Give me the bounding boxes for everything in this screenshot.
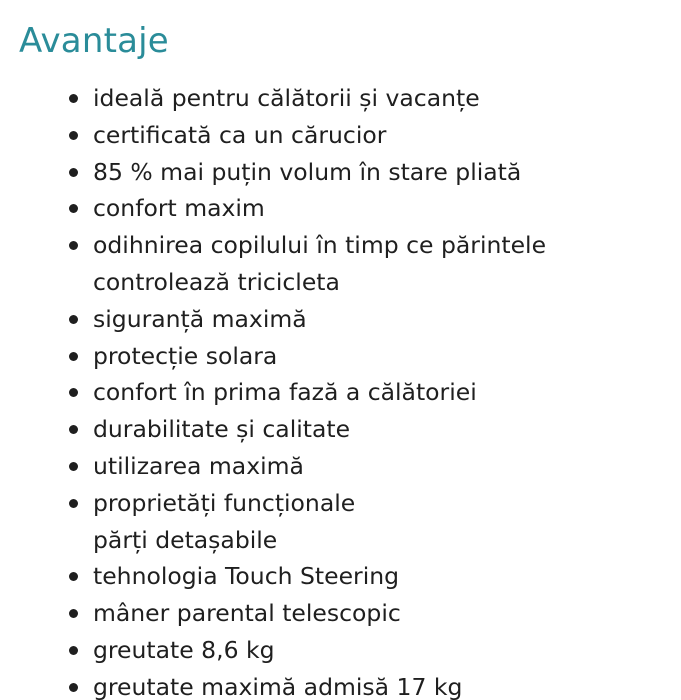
bullet-icon <box>69 646 78 655</box>
bullet-icon <box>69 131 78 140</box>
list-item-text: siguranță maximă <box>93 304 307 333</box>
list-item <box>0 411 681 448</box>
list-item <box>0 227 681 301</box>
list-item-text: certificată ca un cărucior <box>93 120 387 149</box>
list-item-text: tehnologia Touch Steering <box>93 562 400 591</box>
bullet-icon <box>69 352 78 361</box>
bullet-icon <box>69 683 78 692</box>
list-item-text: 85 % mai puțin volum în stare pliată <box>93 157 522 186</box>
list-item <box>0 632 681 669</box>
list-item-text: utilizarea maximă <box>93 451 304 480</box>
list-item-text: odihnirea copilului în timp ce părintele <box>93 231 547 260</box>
list-item <box>0 190 681 227</box>
list-item-text: ideală pentru călătorii și vacanțe <box>93 84 480 112</box>
bullet-icon <box>69 168 78 177</box>
list-item-text: confort în prima fază a călătoriei <box>93 378 477 407</box>
list-item-text: protecție solara <box>93 341 278 370</box>
list-item <box>0 558 681 595</box>
list-item-text: durabilitate și calitate <box>93 415 351 444</box>
bullet-icon <box>69 499 78 508</box>
list-item <box>0 301 681 338</box>
list-item <box>0 117 681 154</box>
bullet-icon <box>69 609 78 618</box>
bullet-icon <box>69 315 78 324</box>
benefits-list <box>0 80 681 700</box>
list-item <box>0 485 681 559</box>
bullet-icon <box>69 204 78 213</box>
bullet-icon <box>69 388 78 397</box>
bullet-icon <box>69 241 78 250</box>
list-item <box>0 448 681 485</box>
list-item <box>0 338 681 375</box>
list-item <box>0 374 681 411</box>
bullet-icon <box>69 462 78 471</box>
section-title: Avantaje <box>19 21 169 61</box>
list-item-text-continued: părți detașabile <box>93 525 278 554</box>
list-item-text: greutate 8,6 kg <box>93 635 275 664</box>
list-item-text: proprietăți funcționale <box>93 488 356 517</box>
bullet-icon <box>69 572 78 581</box>
bullet-icon <box>69 425 78 434</box>
list-item-text: confort maxim <box>93 194 265 223</box>
bullet-icon <box>69 94 78 103</box>
list-item-text: greutate maximă admisă 17 kg <box>93 672 463 700</box>
list-item <box>0 595 681 632</box>
list-item <box>0 154 681 191</box>
list-item <box>0 669 681 700</box>
list-item-text-continued: controlează tricicleta <box>93 267 340 296</box>
list-item <box>0 80 681 117</box>
list-item-text: mâner parental telescopic <box>93 599 401 628</box>
